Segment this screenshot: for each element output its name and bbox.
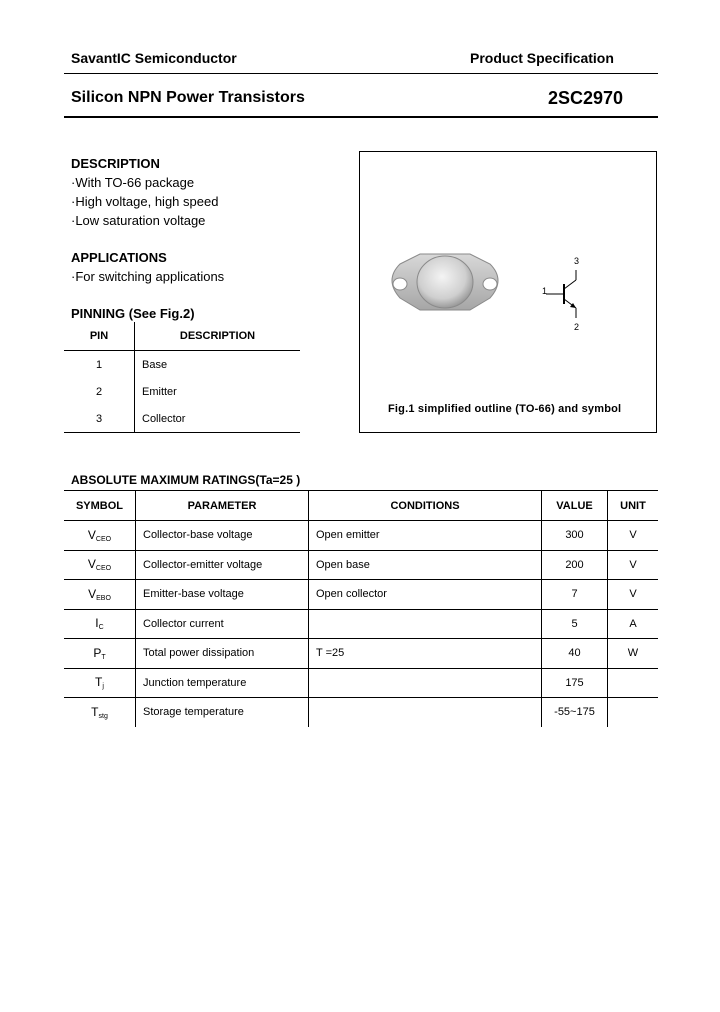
symbol-subscript: CEO	[95, 535, 112, 543]
ratings-heading: ABSOLUTE MAXIMUM RATINGS(Ta=25 )	[71, 473, 301, 487]
collector-pin-label: 3	[574, 256, 580, 266]
table-row	[64, 378, 300, 405]
pinning-header-row	[64, 322, 300, 351]
value-cell: 200	[542, 550, 608, 580]
pin-number: 2	[64, 378, 135, 405]
description-item: ·High voltage, high speed	[71, 194, 219, 209]
value-header: VALUE	[542, 491, 608, 521]
conditions-cell	[309, 698, 542, 727]
unit-cell: A	[608, 609, 659, 639]
pin-description: Base	[142, 358, 168, 371]
symbol-cell	[64, 639, 136, 669]
value-cell: 300	[542, 521, 608, 551]
parameter-cell: Collector-emitter voltage	[136, 550, 309, 580]
table-row	[64, 639, 658, 669]
description-item: ·With TO-66 package	[71, 175, 195, 190]
unit-cell	[608, 668, 659, 698]
applications-heading: APPLICATIONS	[71, 250, 167, 265]
symbol-cell	[64, 550, 136, 580]
symbol-main: T	[95, 675, 103, 690]
description-item: ·Low saturation voltage	[71, 213, 206, 228]
table-row	[64, 609, 658, 639]
ratings-header-row	[64, 491, 658, 521]
value-cell: 175	[542, 668, 608, 698]
symbol-cell	[64, 521, 136, 551]
parameter-cell: Storage temperature	[136, 698, 309, 727]
pin-description: Emitter	[142, 385, 177, 398]
symbol-header: SYMBOL	[64, 491, 136, 521]
pin-description: Collector	[135, 405, 301, 433]
applications-item: ·For switching applications	[71, 269, 225, 284]
header-rule	[64, 73, 658, 74]
symbol-main: T	[91, 704, 99, 719]
conditions-cell: Open emitter	[309, 521, 542, 551]
symbol-subscript: C	[98, 624, 104, 632]
table-row	[64, 405, 300, 433]
pin-header: PIN	[64, 322, 135, 351]
table-row	[64, 351, 300, 379]
parameter-cell: Junction temperature	[136, 668, 309, 698]
pinning-table	[64, 322, 300, 433]
spec-label: Product Specification	[470, 50, 614, 66]
symbol-main: P	[93, 645, 102, 660]
company-name: SavantIC Semiconductor	[71, 50, 237, 66]
parameter-cell: Total power dissipation	[136, 639, 309, 669]
description-header: DESCRIPTION	[135, 322, 301, 351]
conditions-cell	[309, 668, 542, 698]
parameter-cell: Collector-base voltage	[136, 521, 309, 551]
parameter-cell: Collector current	[136, 609, 309, 639]
table-row	[64, 580, 658, 610]
unit-cell: V	[608, 550, 659, 580]
symbol-subscript: j	[102, 683, 104, 691]
conditions-cell: T =25	[309, 639, 542, 669]
pin-number: 1	[64, 351, 135, 379]
ratings-table	[64, 490, 658, 727]
conditions-cell	[309, 609, 542, 639]
conditions-cell: Open collector	[309, 580, 542, 610]
symbol-cell	[64, 668, 136, 698]
table-row	[64, 668, 658, 698]
document-title: Silicon NPN Power Transistors	[71, 89, 305, 106]
part-number: 2SC2970	[548, 88, 624, 108]
parameter-header: PARAMETER	[136, 491, 309, 521]
symbol-main: V	[87, 557, 96, 572]
unit-cell	[608, 698, 659, 727]
figure-caption: Fig.1 simplified outline (TO-66) and symbol	[388, 403, 622, 415]
symbol-main: V	[88, 586, 97, 601]
pin-number: 3	[64, 405, 135, 433]
table-row	[64, 521, 658, 551]
symbol-subscript: T	[101, 653, 106, 661]
value-cell: -55~175	[542, 698, 608, 727]
conditions-header: CONDITIONS	[309, 491, 542, 521]
value-cell: 5	[542, 609, 608, 639]
symbol-subscript: EBO	[96, 594, 111, 602]
symbol-main: I	[95, 616, 99, 631]
value-cell: 7	[542, 580, 608, 610]
symbol-cell	[64, 609, 136, 639]
unit-cell: V	[608, 521, 659, 551]
symbol-main: V	[87, 527, 96, 542]
symbol-subscript: CEO	[95, 565, 112, 573]
description-heading: DESCRIPTION	[71, 156, 160, 171]
unit-header: UNIT	[608, 491, 659, 521]
symbol-cell	[64, 698, 136, 727]
value-cell: 40	[542, 639, 608, 669]
conditions-cell: Open base	[309, 550, 542, 580]
pinning-heading: PINNING (See Fig.2)	[71, 306, 195, 321]
parameter-cell: Emitter-base voltage	[136, 580, 309, 610]
unit-cell: W	[608, 639, 659, 669]
emitter-pin-label: 2	[574, 322, 580, 332]
symbol-subscript: stg	[98, 712, 108, 720]
symbol-cell	[64, 580, 136, 610]
table-row	[64, 698, 658, 727]
base-pin-label: 1	[542, 286, 548, 296]
unit-cell: V	[608, 580, 659, 610]
table-row	[64, 550, 658, 580]
to66-package-outline	[380, 250, 510, 320]
title-rule	[64, 116, 658, 118]
